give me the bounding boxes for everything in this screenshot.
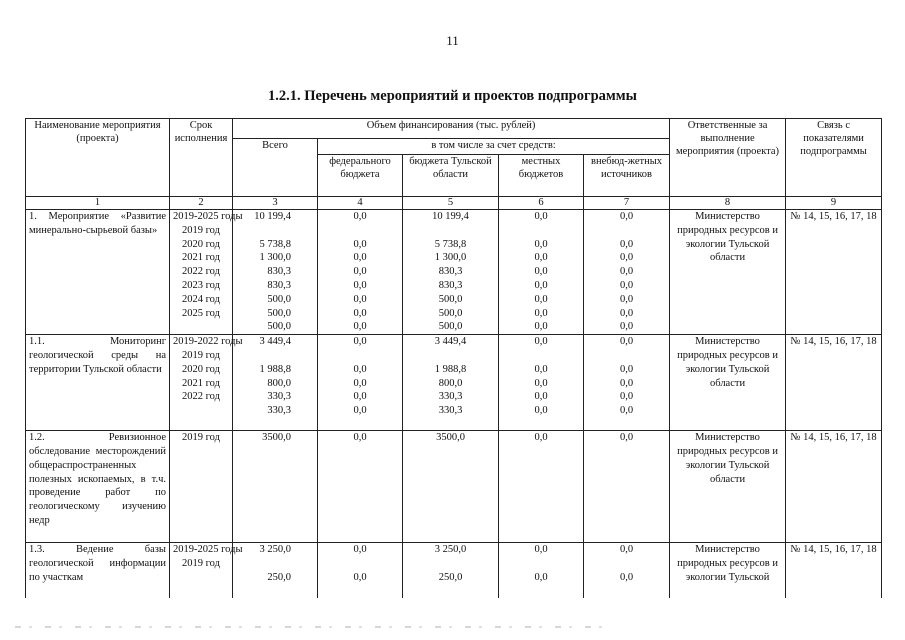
regional-cell bbox=[403, 335, 499, 431]
header-total: Всего bbox=[233, 139, 318, 197]
term-cell bbox=[170, 335, 243, 431]
federal-value bbox=[321, 349, 399, 363]
header-funding: Объем финансирования (тыс. рублей) bbox=[233, 119, 670, 139]
total-value: 1 988,8 bbox=[259, 363, 291, 375]
regional-cell bbox=[403, 431, 499, 543]
term-value: 2019-2022 годы bbox=[173, 336, 243, 348]
federal-value: 0,0 bbox=[353, 307, 367, 319]
local-value: 0,0 bbox=[534, 377, 548, 389]
regional-value: 250,0 bbox=[438, 571, 463, 583]
federal-value: 0,0 bbox=[353, 321, 367, 333]
header-term: Срок исполнения bbox=[170, 119, 233, 197]
column-number: 9 bbox=[786, 197, 882, 210]
term-value: 2024 год bbox=[182, 293, 220, 305]
federal-value bbox=[321, 557, 399, 571]
regional-value: 3500,0 bbox=[436, 432, 465, 444]
offbudget-value: 0,0 bbox=[619, 293, 634, 305]
total-value: 830,3 bbox=[267, 279, 291, 291]
local-value: 0,0 bbox=[534, 252, 548, 264]
offbudget-value: 0,0 bbox=[619, 336, 634, 348]
responsible-cell: Министерство природных ресурсов и экологии Тульской области bbox=[670, 431, 786, 543]
indicator-link-cell: № 14, 15, 16, 17, 18 bbox=[786, 543, 882, 603]
term-value: 2022 год bbox=[182, 266, 220, 278]
column-number: 4 bbox=[318, 197, 403, 210]
total-value: 330,3 bbox=[267, 391, 291, 403]
header-link: Связь с показателями подпрограммы bbox=[786, 119, 882, 197]
federal-value: 0,0 bbox=[353, 571, 367, 583]
term-value: 2019 год bbox=[182, 432, 220, 444]
activity-name: 1.3. Ведение базы геологической информации по участкам bbox=[26, 543, 170, 603]
term-value: 2019 год bbox=[182, 557, 220, 569]
local-cell bbox=[499, 431, 584, 543]
offbudget-value: 0,0 bbox=[619, 391, 634, 403]
regional-value: 330,3 bbox=[438, 391, 463, 403]
regional-value: 500,0 bbox=[438, 307, 463, 319]
total-value bbox=[236, 349, 291, 363]
term-value: 2023 год bbox=[182, 279, 220, 291]
local-value: 0,0 bbox=[534, 391, 548, 403]
federal-value: 0,0 bbox=[353, 266, 367, 278]
federal-value bbox=[321, 224, 399, 238]
regional-value bbox=[406, 349, 495, 363]
offbudget-value bbox=[587, 349, 666, 363]
total-value: 1 300,0 bbox=[259, 252, 291, 264]
column-number: 3 bbox=[233, 197, 318, 210]
term-cell bbox=[170, 210, 243, 335]
federal-value: 0,0 bbox=[353, 238, 367, 250]
term-value: 2020 год bbox=[182, 363, 220, 375]
regional-value: 1 988,8 bbox=[434, 363, 467, 375]
term-cell bbox=[170, 543, 243, 603]
offbudget-value: 0,0 bbox=[619, 238, 634, 250]
table-row bbox=[26, 335, 882, 431]
scan-artifact bbox=[15, 626, 615, 628]
offbudget-value bbox=[587, 557, 666, 571]
column-number: 7 bbox=[584, 197, 670, 210]
offbudget-cell bbox=[584, 543, 670, 603]
responsible-cell: Министерство природных ресурсов и экологии Тульской области bbox=[670, 335, 786, 431]
header-local: местных бюджетов bbox=[499, 155, 584, 197]
term-value: 2019 год bbox=[182, 349, 220, 361]
section-title: 1.2.1. Перечень мероприятий и проектов подпрограммы bbox=[268, 88, 637, 104]
local-cell bbox=[499, 210, 584, 335]
federal-value: 0,0 bbox=[353, 211, 367, 222]
local-value: 0,0 bbox=[534, 571, 548, 583]
local-value: 0,0 bbox=[534, 405, 548, 417]
offbudget-value: 0,0 bbox=[619, 252, 634, 264]
table-row bbox=[26, 543, 882, 603]
federal-cell bbox=[318, 431, 403, 543]
regional-value: 500,0 bbox=[438, 321, 463, 333]
header-regional: бюджета Тульской области bbox=[403, 155, 499, 197]
regional-value: 830,3 bbox=[438, 279, 463, 291]
total-value: 500,0 bbox=[267, 293, 291, 305]
total-cell bbox=[233, 431, 318, 543]
total-value: 3500,0 bbox=[262, 432, 291, 444]
local-value: 0,0 bbox=[534, 336, 548, 348]
header-federal: федерального бюджета bbox=[318, 155, 403, 197]
indicator-link-cell: № 14, 15, 16, 17, 18 bbox=[786, 210, 882, 335]
regional-value bbox=[406, 557, 495, 571]
column-number: 5 bbox=[403, 197, 499, 210]
local-value: 0,0 bbox=[534, 266, 548, 278]
local-value: 0,0 bbox=[534, 238, 548, 250]
local-cell bbox=[499, 335, 584, 431]
term-value: 2025 год bbox=[182, 307, 220, 319]
total-value: 830,3 bbox=[267, 266, 291, 278]
federal-value: 0,0 bbox=[353, 363, 367, 375]
local-value: 0,0 bbox=[534, 211, 548, 222]
term-value: 2019-2025 годы bbox=[173, 211, 243, 222]
offbudget-cell bbox=[584, 210, 670, 335]
term-value: 2021 год bbox=[182, 377, 220, 389]
federal-value: 0,0 bbox=[353, 377, 367, 389]
regional-cell bbox=[403, 210, 499, 335]
page-number: 11 bbox=[446, 33, 459, 48]
local-value: 0,0 bbox=[534, 321, 548, 333]
offbudget-value: 0,0 bbox=[619, 321, 634, 333]
local-cell bbox=[499, 543, 584, 603]
total-value: 3 250,0 bbox=[259, 544, 291, 556]
term-value: 2019 год bbox=[182, 224, 220, 236]
column-number: 1 bbox=[26, 197, 170, 210]
regional-value: 10 199,4 bbox=[432, 211, 469, 222]
total-value: 800,0 bbox=[267, 377, 291, 389]
term-cell bbox=[170, 431, 233, 543]
local-value: 0,0 bbox=[534, 544, 548, 556]
offbudget-value bbox=[587, 224, 666, 238]
total-value: 3 449,4 bbox=[259, 336, 291, 348]
total-cell bbox=[233, 335, 318, 431]
offbudget-cell bbox=[584, 335, 670, 431]
offbudget-value: 0,0 bbox=[619, 279, 634, 291]
federal-value: 0,0 bbox=[353, 336, 367, 348]
local-value bbox=[502, 349, 580, 363]
term-value: 2021 год bbox=[182, 252, 220, 264]
activities-table bbox=[25, 118, 882, 603]
regional-value: 3 449,4 bbox=[434, 336, 467, 348]
federal-value: 0,0 bbox=[353, 252, 367, 264]
local-value: 0,0 bbox=[534, 279, 548, 291]
local-value bbox=[502, 557, 580, 571]
offbudget-value: 0,0 bbox=[619, 432, 634, 444]
regional-value: 330,3 bbox=[438, 405, 463, 417]
header-responsible: Ответственные за выполнение мероприятия (проекта) bbox=[670, 119, 786, 197]
federal-cell bbox=[318, 335, 403, 431]
offbudget-value: 0,0 bbox=[619, 544, 634, 556]
column-number: 2 bbox=[170, 197, 233, 210]
total-value: 5 738,8 bbox=[259, 238, 291, 250]
offbudget-value: 0,0 bbox=[619, 363, 634, 375]
responsible-cell: Министерство природных ресурсов и экологии Тульской области bbox=[670, 210, 786, 335]
activity-name: 1. Мероприятие «Развитие минерально-сырьевой базы» bbox=[26, 210, 170, 335]
header-sources: в том числе за счет средств: bbox=[318, 139, 670, 155]
regional-value: 1 300,0 bbox=[434, 252, 467, 264]
total-value bbox=[236, 557, 291, 571]
total-value: 250,0 bbox=[267, 571, 291, 583]
regional-value: 830,3 bbox=[438, 266, 463, 278]
federal-value: 0,0 bbox=[353, 293, 367, 305]
local-value: 0,0 bbox=[534, 363, 548, 375]
local-value: 0,0 bbox=[534, 293, 548, 305]
column-number: 8 bbox=[670, 197, 786, 210]
total-value: 10 199,4 bbox=[254, 211, 291, 222]
responsible-cell: Министерство природных ресурсов и экологии Тульской bbox=[670, 543, 786, 603]
header-name: Наименование мероприятия (проекта) bbox=[26, 119, 170, 197]
total-value: 500,0 bbox=[267, 321, 291, 333]
term-value: 2022 год bbox=[182, 391, 220, 403]
indicator-link-cell: № 14, 15, 16, 17, 18 bbox=[786, 431, 882, 543]
offbudget-value: 0,0 bbox=[619, 211, 634, 222]
offbudget-value: 0,0 bbox=[619, 405, 634, 417]
activity-name: 1.1. Мониторинг геологической среды на территории Тульской области bbox=[26, 335, 170, 431]
regional-value bbox=[406, 224, 495, 238]
local-value: 0,0 bbox=[534, 307, 548, 319]
federal-value: 0,0 bbox=[353, 391, 367, 403]
total-value: 500,0 bbox=[267, 307, 291, 319]
regional-cell bbox=[403, 543, 499, 603]
indicator-link-cell: № 14, 15, 16, 17, 18 bbox=[786, 335, 882, 431]
offbudget-cell bbox=[584, 431, 670, 543]
total-value bbox=[236, 224, 291, 238]
total-cell bbox=[233, 543, 318, 603]
federal-value: 0,0 bbox=[353, 405, 367, 417]
offbudget-value: 0,0 bbox=[619, 266, 634, 278]
table-row bbox=[26, 210, 882, 335]
regional-value: 3 250,0 bbox=[434, 544, 467, 556]
offbudget-value: 0,0 bbox=[619, 571, 634, 583]
federal-value: 0,0 bbox=[353, 279, 367, 291]
federal-value: 0,0 bbox=[353, 432, 367, 444]
federal-value: 0,0 bbox=[353, 544, 367, 556]
total-value: 330,3 bbox=[267, 405, 291, 417]
regional-value: 500,0 bbox=[438, 293, 463, 305]
term-value: 2019-2025 годы bbox=[173, 544, 243, 556]
local-value: 0,0 bbox=[534, 432, 548, 444]
total-cell bbox=[233, 210, 318, 335]
term-value: 2020 год bbox=[182, 238, 220, 250]
offbudget-value: 0,0 bbox=[619, 307, 634, 319]
local-value bbox=[502, 224, 580, 238]
column-number: 6 bbox=[499, 197, 584, 210]
offbudget-value: 0,0 bbox=[619, 377, 634, 389]
activity-name: 1.2. Ревизионное обследование месторождений общераспространенных полезных ископаемых, в т.ч. проведение работ по геологическому изучению недр bbox=[26, 431, 170, 543]
page-bottom bbox=[0, 598, 905, 640]
federal-cell bbox=[318, 210, 403, 335]
header-offbudget: внебюд-жетных источников bbox=[584, 155, 670, 197]
regional-value: 800,0 bbox=[438, 377, 463, 389]
regional-value: 5 738,8 bbox=[434, 238, 467, 250]
federal-cell bbox=[318, 543, 403, 603]
table-row bbox=[26, 431, 882, 543]
